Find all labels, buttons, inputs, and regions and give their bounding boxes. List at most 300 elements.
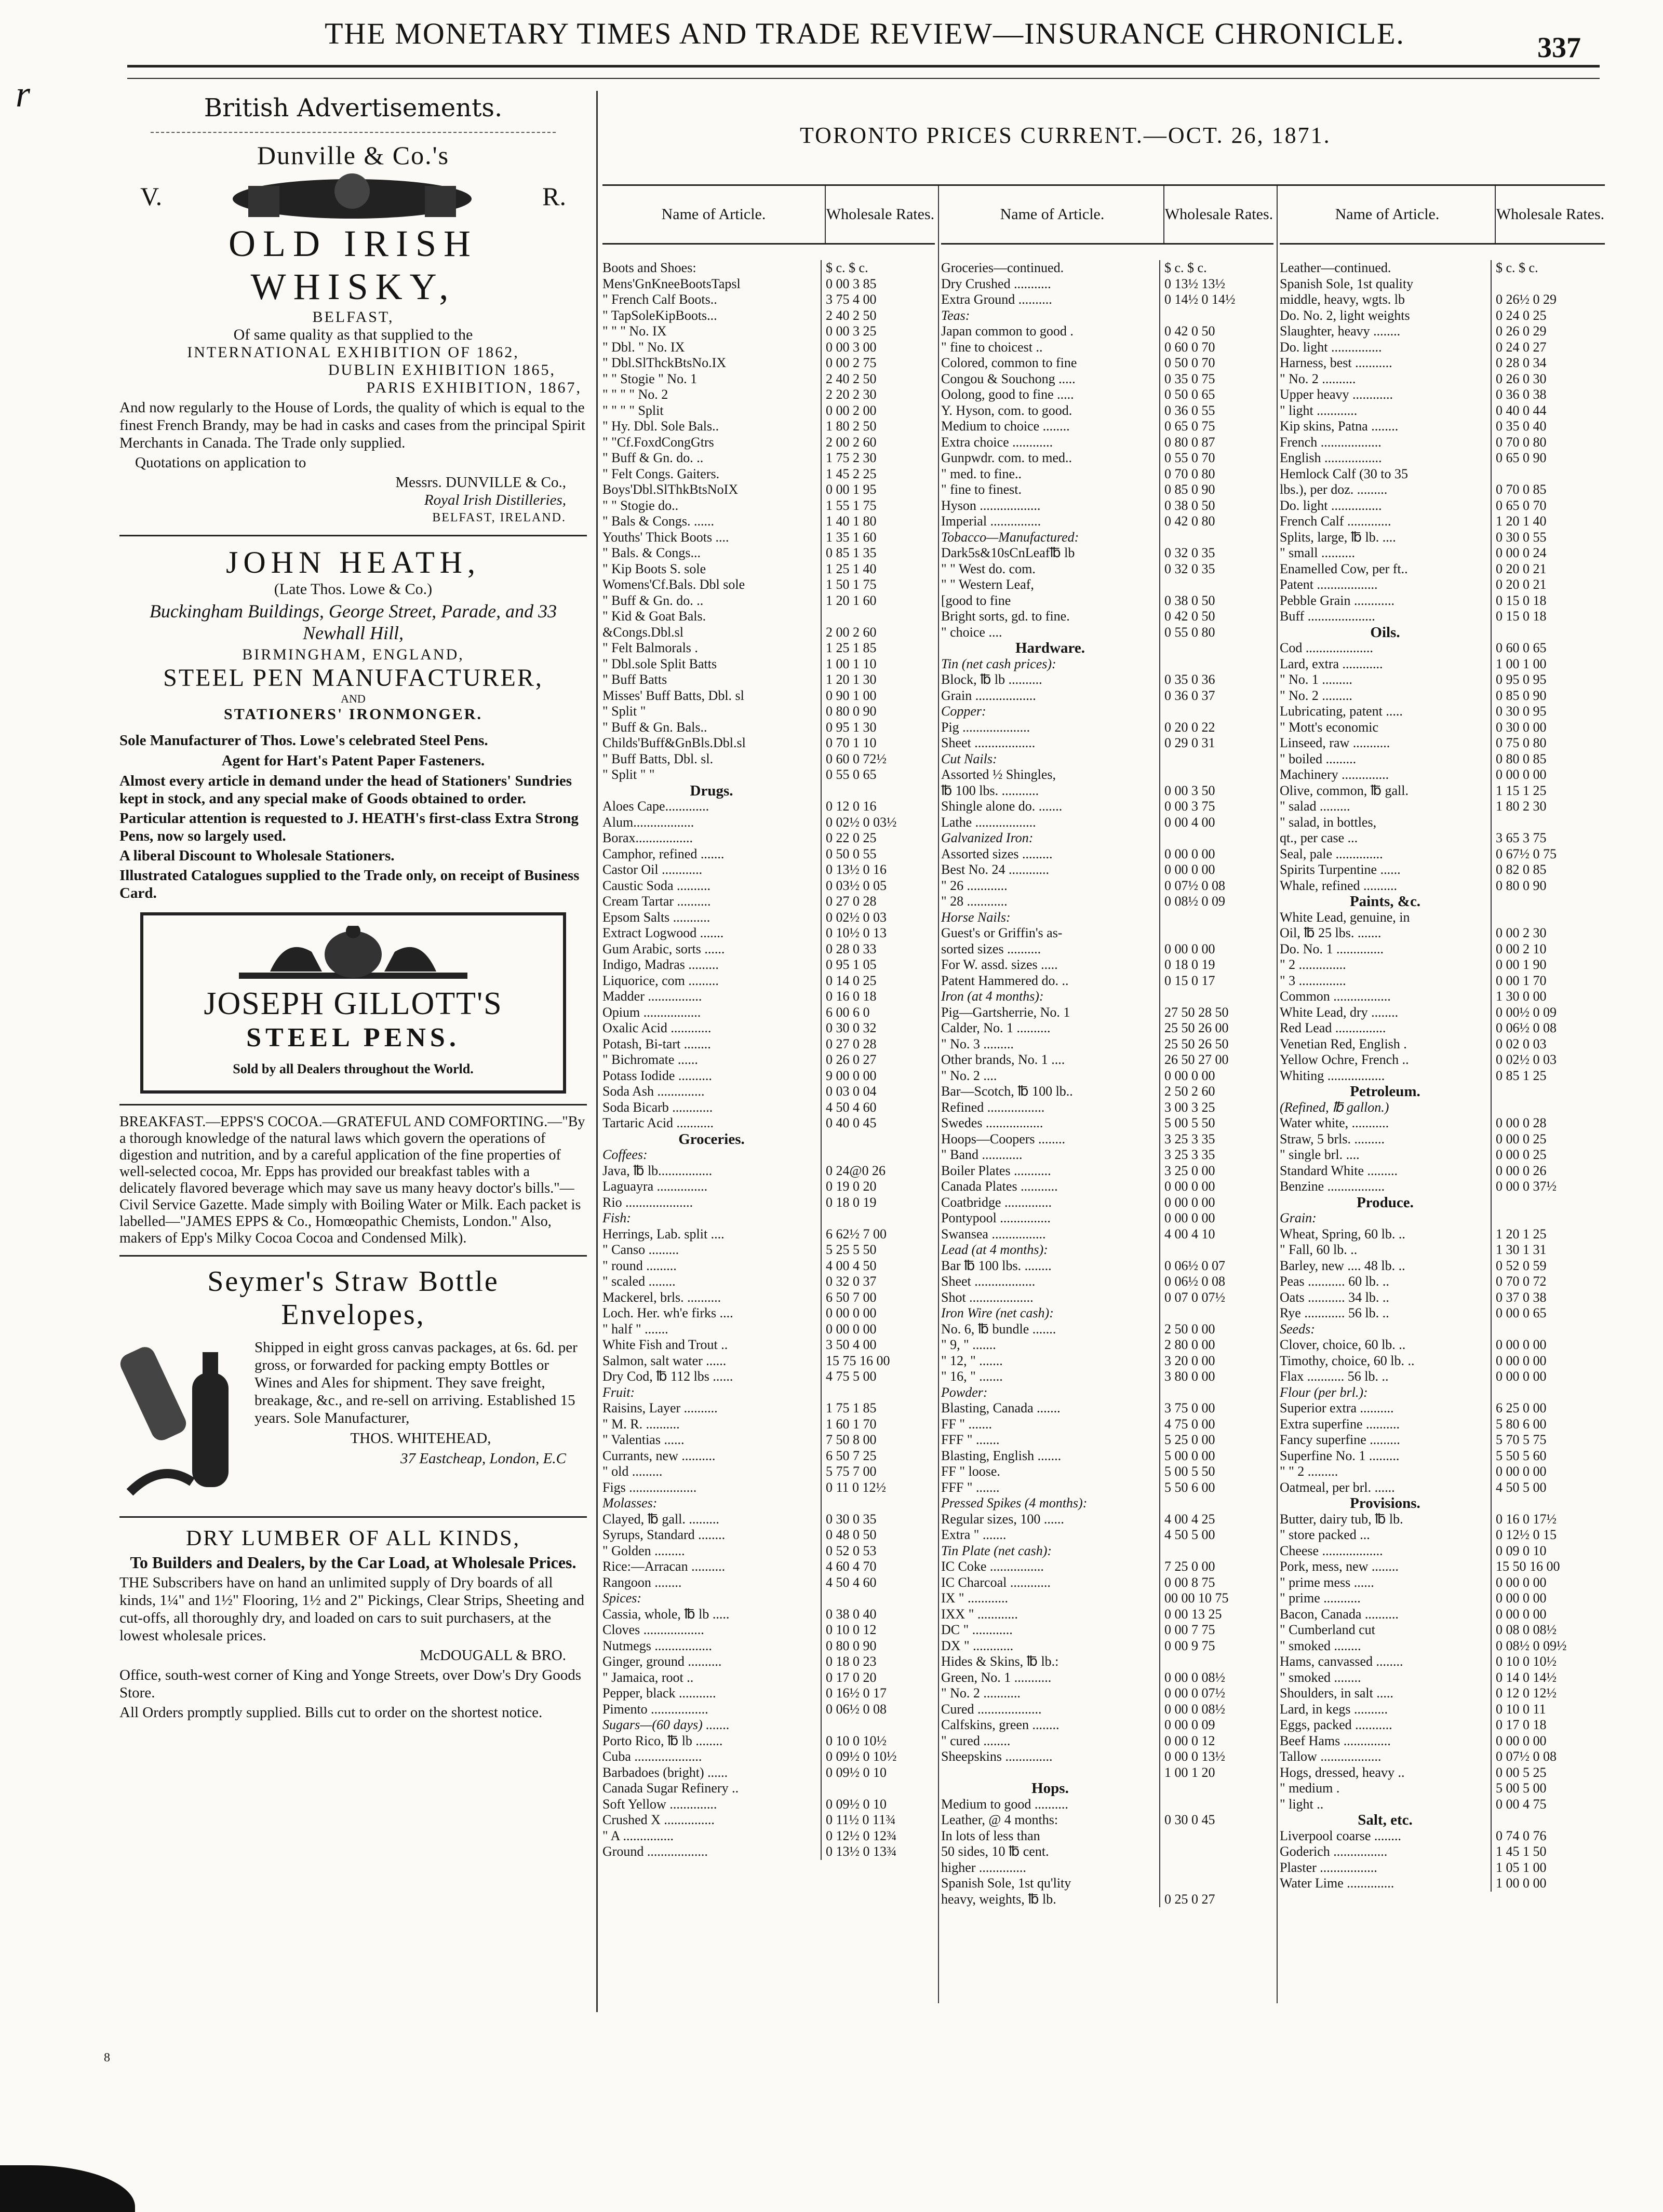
wholesale-rate: 0 00 0 00	[1491, 1733, 1605, 1749]
price-row	[941, 1797, 1273, 1813]
wholesale-rate: 2 20 2 30	[821, 387, 935, 403]
column-divider	[596, 91, 598, 2012]
wholesale-rate: 1 20 1 60	[821, 593, 935, 609]
straw-bottle-icon	[119, 1337, 244, 1508]
article-name: Timothy, choice, 60 lb. ..	[1280, 1353, 1415, 1368]
price-row	[941, 1702, 1273, 1718]
wholesale-rate	[1491, 1495, 1605, 1512]
price-row	[602, 1385, 935, 1401]
price-row	[1280, 1068, 1605, 1084]
price-row	[602, 1812, 935, 1828]
wholesale-rate: 0 26 0 29	[1491, 323, 1605, 340]
wholesale-rate	[1491, 1084, 1605, 1100]
price-row	[941, 783, 1273, 799]
article-name: Youths' Thick Boots ....	[602, 529, 729, 545]
wholesale-rate: 0 00 9 75	[1159, 1638, 1273, 1654]
article-name: Wheat, Spring, 60 lb. ..	[1280, 1226, 1405, 1242]
price-row	[941, 1337, 1273, 1353]
article-name: Superior extra ..........	[1280, 1400, 1394, 1415]
price-row	[941, 482, 1273, 498]
price-row	[941, 1100, 1273, 1116]
wholesale-rate: 1 80 2 50	[821, 419, 935, 435]
wholesale-rate: 1 55 1 75	[821, 498, 935, 514]
price-row	[602, 799, 935, 815]
price-row	[1280, 403, 1605, 419]
wholesale-rate	[1159, 989, 1273, 1005]
wholesale-rate	[1491, 1195, 1605, 1211]
price-row	[602, 910, 935, 926]
wholesale-rate: 0 00 0 26	[1491, 1163, 1605, 1179]
wholesale-rate: 1 05 1 00	[1491, 1860, 1605, 1876]
article-name: Hoops—Coopers ........	[941, 1131, 1066, 1147]
wholesale-rate: 5 00 5 50	[1159, 1464, 1273, 1480]
article-name: Madder ................	[602, 989, 702, 1004]
wholesale-rate: 0 16½ 0 17	[821, 1685, 935, 1702]
price-row	[602, 1163, 935, 1179]
article-name: Camphor, refined .......	[602, 846, 725, 861]
article-name: Lard, extra ............	[1280, 656, 1383, 671]
price-row	[941, 308, 1273, 324]
article-name: Green, No. 1 ...........	[941, 1669, 1052, 1685]
price-row	[941, 1226, 1273, 1243]
article-name: Clayed, ℔ gall. .........	[602, 1511, 719, 1527]
wholesale-rate: 0 13½ 0 16	[821, 862, 935, 878]
article-name: Pimento .................	[602, 1701, 708, 1717]
price-row	[941, 957, 1273, 973]
article-name: Imperial ...............	[941, 514, 1041, 529]
wholesale-rate: 0 10 0 12	[821, 1622, 935, 1638]
article-name: Rangoon ........	[602, 1574, 682, 1590]
price-row	[602, 894, 935, 910]
price-row	[1280, 1369, 1605, 1385]
article-name: " Valentias ......	[602, 1432, 685, 1447]
wholesale-rate: 0 42 0 50	[1159, 609, 1273, 625]
article-name: Cuba ....................	[602, 1749, 702, 1764]
wholesale-rate: 0 26½ 0 29	[1491, 292, 1605, 308]
article-name: " " " " Split	[602, 402, 664, 418]
price-row	[941, 878, 1273, 894]
price-row	[602, 577, 935, 593]
wholesale-rate: 0 70 0 80	[1159, 466, 1273, 482]
price-row	[1280, 1258, 1605, 1274]
prices-column-2	[941, 186, 1273, 2003]
article-name: Rye ............ 56 lb. ..	[1280, 1305, 1389, 1320]
article-name: Barbadoes (bright) ......	[602, 1764, 728, 1780]
price-row	[941, 371, 1273, 387]
price-row	[1280, 498, 1605, 514]
wholesale-rate: 0 36 0 37	[1159, 688, 1273, 704]
dunville-sig2: Royal Irish Distilleries,	[424, 492, 566, 508]
price-row	[1280, 609, 1605, 625]
ad-divider	[119, 1255, 587, 1257]
article-name: Japan common to good .	[941, 323, 1074, 339]
table-divider	[938, 186, 939, 2003]
article-name: Paints, &c.	[1349, 894, 1421, 910]
article-name: Castor Oil ............	[602, 862, 703, 877]
price-row	[1280, 1305, 1605, 1321]
article-name: Straw, 5 brls. .........	[1280, 1131, 1385, 1147]
article-name: " Bichromate ......	[602, 1052, 698, 1067]
price-row	[602, 561, 935, 577]
article-name: Pig ....................	[941, 719, 1030, 735]
price-row	[941, 514, 1273, 530]
price-row	[602, 1036, 935, 1053]
wholesale-rate: 3 75 4 00	[821, 292, 935, 308]
wholesale-rate: 0 00 0 07½	[1159, 1685, 1273, 1702]
article-name: Pebble Grain ............	[1280, 592, 1394, 608]
price-row	[602, 308, 935, 324]
wholesale-rate: 2 50 0 00	[1159, 1321, 1273, 1338]
price-row	[941, 1749, 1273, 1765]
wholesale-rate: 0 17 0 20	[821, 1670, 935, 1686]
price-row	[1280, 846, 1605, 862]
wholesale-rate: 3 25 3 35	[1159, 1147, 1273, 1163]
wholesale-rate: 0 08 0 08½	[1491, 1622, 1605, 1638]
lumber-body: THE Subscribers have on hand an unlimited supply of Dry boards of all kinds, 1¼" and 1½" Flooring, 1½ and 2" Pickings, Clear Strips, Sheeting and cut-offs, all thoroughly dry, and loaded on cars to suit purchasers, at the lowest wholesale prices.	[119, 1574, 584, 1644]
article-name: " cured ........	[941, 1733, 1011, 1748]
wholesale-rate: 0 00 1 90	[1491, 957, 1605, 973]
article-name: " " Stogie do..	[602, 497, 679, 513]
article-name: Hides & Skins, ℔ lb.:	[941, 1654, 1059, 1669]
wholesale-rate: 5 50 6 00	[1159, 1480, 1273, 1496]
price-row	[1280, 1654, 1605, 1670]
article-name: Assorted sizes .........	[941, 846, 1053, 861]
wholesale-rate: 0 00 4 75	[1491, 1797, 1605, 1813]
article-name: Assorted ½ Shingles,	[941, 767, 1056, 782]
article-name: Colored, common to fine	[941, 355, 1077, 370]
wholesale-rate: 0 00 3 25	[821, 323, 935, 340]
article-name: " Kid & Goat Bals.	[602, 609, 706, 624]
wholesale-rate: 2 00 2 60	[821, 625, 935, 641]
price-row	[602, 482, 935, 498]
wholesale-rate	[1159, 1844, 1273, 1860]
price-row	[1280, 799, 1605, 815]
price-row	[941, 1448, 1273, 1464]
article-name: " " Western Leaf,	[941, 577, 1034, 592]
wholesale-rate: 0 00 0 00	[1159, 1068, 1273, 1084]
lumber-sub: To Builders and Dealers, by the Car Load, at Wholesale Prices.	[130, 1553, 576, 1572]
wholesale-rate: 0 32 0 35	[1159, 561, 1273, 577]
price-row	[1280, 1242, 1605, 1258]
article-name: Congou & Souchong .....	[941, 371, 1076, 386]
price-row	[1280, 1575, 1605, 1591]
article-name: Do. No. 1 ..............	[1280, 941, 1384, 956]
wholesale-rate: 3 50 4 00	[821, 1337, 935, 1353]
wholesale-rate	[1491, 1385, 1605, 1401]
price-row	[602, 1844, 935, 1860]
wholesale-rate: 0 52 0 59	[1491, 1258, 1605, 1274]
article-name: " Cumberland cut	[1280, 1622, 1375, 1637]
price-row	[602, 1765, 935, 1781]
price-row	[602, 403, 935, 419]
price-row	[941, 1575, 1273, 1591]
price-row	[1280, 1464, 1605, 1480]
article-name: " Fall, 60 lb. ..	[1280, 1242, 1358, 1257]
wholesale-rate: 0 48 0 50	[821, 1527, 935, 1543]
article-name: Galvanized Iron:	[941, 830, 1034, 845]
article-name: Water Lime ..............	[1280, 1876, 1394, 1891]
price-row	[602, 1305, 935, 1321]
article-name: IC Coke ................	[941, 1559, 1044, 1574]
price-row	[1280, 957, 1605, 973]
price-row	[941, 767, 1273, 783]
lumber-orders: All Orders promptly supplied. Bills cut to order on the shortest notice.	[119, 1704, 543, 1721]
wholesale-rate: 1 30 0 00	[1491, 989, 1605, 1005]
wholesale-rate: 7 25 0 00	[1159, 1559, 1273, 1575]
price-row	[1280, 767, 1605, 783]
wholesale-rate: 0 38 0 50	[1159, 593, 1273, 609]
price-row	[1280, 1670, 1605, 1686]
price-row	[1280, 656, 1605, 672]
article-name: White Lead, dry ........	[1280, 1004, 1399, 1020]
article-name: " 3 ..............	[1280, 973, 1346, 988]
article-name: Standard White .........	[1280, 1163, 1398, 1178]
article-name: " No. 3 .........	[941, 1036, 1014, 1051]
price-row	[941, 323, 1273, 340]
article-name: Nutmegs .................	[602, 1638, 712, 1653]
article-name: FFF " .......	[941, 1479, 1000, 1495]
price-row	[1280, 1337, 1605, 1353]
article-name: Cloves ..................	[602, 1622, 704, 1637]
price-row	[602, 1702, 935, 1718]
wholesale-rate	[1159, 751, 1273, 767]
wholesale-rate: 0 00 0 00	[1491, 1575, 1605, 1591]
price-row	[602, 1052, 935, 1068]
article-name: " salad, in bottles,	[1280, 814, 1377, 830]
wholesale-rate: 0 19 0 20	[821, 1179, 935, 1195]
price-row	[1280, 1052, 1605, 1068]
price-row	[602, 1607, 935, 1623]
wholesale-rate: 0 06½ 0 08	[1159, 1274, 1273, 1290]
wholesale-rate	[1159, 704, 1273, 720]
article-name: Extra choice ............	[941, 434, 1053, 450]
wholesale-rate: 1 25 1 40	[821, 561, 935, 577]
wholesale-rate: 0 80 0 87	[1159, 435, 1273, 451]
wholesale-rate: 0 09½ 0 10	[821, 1797, 935, 1813]
price-row	[941, 340, 1273, 356]
article-name: Ginger, ground ..........	[602, 1654, 722, 1669]
price-row	[941, 1495, 1273, 1512]
footer-mark: 8	[104, 2051, 110, 2065]
wholesale-rate: 0 14 0 14½	[1491, 1670, 1605, 1686]
article-name: Do. light ...............	[1280, 497, 1382, 513]
price-row	[941, 989, 1273, 1005]
price-row	[1280, 530, 1605, 546]
wholesale-rate: 1 30 1 31	[1491, 1242, 1605, 1258]
price-row	[1280, 371, 1605, 387]
dunville-quote: Quotations on application to	[135, 454, 306, 471]
article-name: Boys'Dbl.SlThkBtsNoIX	[602, 482, 739, 497]
article-name: Loch. Her. wh'e firks ....	[602, 1305, 733, 1320]
gillott-product: STEEL PENS.	[246, 1023, 460, 1053]
price-row	[941, 799, 1273, 815]
price-row	[602, 640, 935, 656]
article-name: Seal, pale ..............	[1280, 846, 1383, 861]
price-row	[1280, 1163, 1605, 1179]
price-row	[1280, 830, 1605, 846]
price-row	[1280, 1765, 1605, 1781]
price-row	[602, 1195, 935, 1211]
article-name: " " West do. com.	[941, 561, 1036, 576]
article-name: Clover, choice, 60 lb. ..	[1280, 1337, 1406, 1352]
lumber-sig: McDOUGALL & BRO.	[420, 1647, 566, 1664]
price-row	[602, 815, 935, 831]
price-row	[1280, 1195, 1605, 1211]
wholesale-rate: 0 07½ 0 08	[1491, 1749, 1605, 1765]
wholesale-rate: 0 30 0 35	[821, 1512, 935, 1528]
article-name: Cream Tartar ..........	[602, 894, 711, 909]
article-name: Sugars—(60 days) .......	[602, 1717, 730, 1732]
price-row	[602, 1290, 935, 1306]
price-row	[602, 593, 935, 609]
article-name: Rio ....................	[602, 1194, 693, 1210]
wholesale-rate: 0 00 0 00	[1491, 1353, 1605, 1369]
price-row	[941, 1084, 1273, 1100]
price-row	[602, 1670, 935, 1686]
price-row	[941, 1543, 1273, 1559]
name-header: Name of Article.	[1000, 206, 1105, 223]
price-row	[1280, 862, 1605, 878]
article-name: Flour (per brl.):	[1280, 1384, 1368, 1400]
price-row	[941, 1258, 1273, 1274]
article-name: " small ..........	[1280, 545, 1355, 560]
wholesale-rate: $ c. $ c.	[1491, 260, 1605, 276]
price-row	[941, 720, 1273, 736]
price-row	[941, 815, 1273, 831]
article-name: Produce.	[1357, 1194, 1414, 1210]
article-name: " old .........	[602, 1464, 663, 1479]
price-row	[602, 1242, 935, 1258]
price-row	[602, 609, 935, 625]
article-name: Misses' Buff Batts, Dbl. sl	[602, 687, 744, 703]
dunville-line1: Of same quality as that supplied to the	[233, 326, 473, 343]
wholesale-rate	[1159, 1797, 1273, 1813]
price-row	[1280, 482, 1605, 498]
price-row	[1280, 688, 1605, 704]
article-name: " 16, " .......	[941, 1369, 1003, 1384]
price-row	[1280, 1131, 1605, 1148]
page-number: 337	[1537, 32, 1581, 64]
wholesale-rate	[821, 1210, 935, 1226]
price-row	[602, 1417, 935, 1433]
wholesale-rate: 0 37 0 38	[1491, 1290, 1605, 1306]
price-row	[1280, 1115, 1605, 1131]
article-name: Tobacco—Manufactured:	[941, 529, 1079, 545]
price-row	[602, 1828, 935, 1844]
article-name: " Felt Congs. Gaiters.	[602, 466, 720, 481]
article-name: Flax ........... 56 lb. ..	[1280, 1369, 1389, 1384]
article-name: Provisions.	[1350, 1495, 1420, 1512]
wholesale-rate: 0 18 0 19	[821, 1195, 935, 1211]
wholesale-rate: 0 12½ 0 12¾	[821, 1828, 935, 1844]
price-row	[1280, 1036, 1605, 1053]
article-name: Do. light ...............	[1280, 339, 1382, 355]
article-name: Rice:—Arracan ..........	[602, 1559, 726, 1574]
price-row	[941, 355, 1273, 371]
price-row	[602, 1527, 935, 1543]
wholesale-rate: 0 00 0 24	[1491, 545, 1605, 561]
price-row	[1280, 1527, 1605, 1543]
article-name: Herrings, Lab. split ....	[602, 1226, 725, 1242]
wholesale-rate: 5 00 5 50	[1159, 1115, 1273, 1131]
article-name: Spirits Turpentine ......	[1280, 862, 1401, 877]
price-row	[602, 720, 935, 736]
wholesale-rate: 0 10 0 10½	[1491, 1654, 1605, 1670]
price-row	[602, 1495, 935, 1512]
price-row	[941, 672, 1273, 688]
article-name: Sheet ..................	[941, 735, 1036, 750]
price-row	[602, 1400, 935, 1417]
price-row	[602, 941, 935, 957]
article-name: 50 sides, 10 ℔ cent.	[941, 1844, 1049, 1859]
price-row	[602, 340, 935, 356]
price-row	[941, 260, 1273, 276]
price-row	[602, 260, 935, 276]
wholesale-rate	[1491, 1812, 1605, 1828]
wholesale-rate	[1159, 530, 1273, 546]
article-name: Pontypool ...............	[941, 1210, 1051, 1225]
wholesale-rate: 2 80 0 00	[1159, 1337, 1273, 1353]
price-row	[1280, 1432, 1605, 1448]
wholesale-rate: 9 00 0 00	[821, 1068, 935, 1084]
price-row	[602, 435, 935, 451]
wholesale-rate: 0 80 0 90	[821, 1638, 935, 1654]
wholesale-rate: 0 08½ 0 09	[1159, 894, 1273, 910]
article-name: Cured ...................	[941, 1701, 1042, 1717]
article-name: Porto Rico, ℔ lb ........	[602, 1733, 723, 1748]
wholesale-rate: 0 60 0 65	[1491, 640, 1605, 656]
wholesale-rate: 26 50 27 00	[1159, 1052, 1273, 1068]
wholesale-rate: 5 25 5 50	[821, 1242, 935, 1258]
wholesale-rate: 0 28 0 34	[1491, 355, 1605, 371]
price-row	[602, 1321, 935, 1338]
wholesale-rate: 0 52 0 53	[821, 1543, 935, 1559]
wholesale-rate: 0 00 1 95	[821, 482, 935, 498]
article-name: White Fish and Trout ..	[602, 1337, 728, 1352]
wholesale-rate: 0 36 0 38	[1491, 387, 1605, 403]
article-name: Copper:	[941, 704, 986, 719]
name-header: Name of Article.	[1335, 206, 1440, 223]
wholesale-rate: 4 50 5 00	[1491, 1480, 1605, 1496]
wholesale-rate	[1491, 1321, 1605, 1338]
wholesale-rate: 0 07½ 0 08	[1159, 878, 1273, 894]
wholesale-rate: 3 75 0 00	[1159, 1400, 1273, 1417]
price-row	[602, 1226, 935, 1243]
seymer-ad	[119, 1265, 587, 1508]
article-name: Canada Sugar Refinery ..	[602, 1781, 739, 1796]
price-row	[1280, 1860, 1605, 1876]
wholesale-rate: 0 00 0 13½	[1159, 1749, 1273, 1765]
prices-title: TORONTO PRICES CURRENT.—OCT. 26, 1871.	[800, 123, 1331, 148]
article-name: Machinery ..............	[1280, 767, 1389, 782]
article-name: Groceries.	[678, 1131, 745, 1147]
wholesale-rate: 0 30 0 32	[821, 1020, 935, 1036]
wholesale-rate: 0 03 0 04	[821, 1084, 935, 1100]
article-name: " choice ....	[941, 624, 1002, 640]
article-name: Blasting, English .......	[941, 1448, 1062, 1463]
price-row	[1280, 1638, 1605, 1654]
wholesale-rate: 1 75 2 30	[821, 450, 935, 466]
article-name: Spices:	[602, 1590, 642, 1606]
article-name: Canada Plates ...........	[941, 1179, 1058, 1194]
article-name: " French Calf Boots..	[602, 292, 717, 307]
ad-divider	[119, 1104, 587, 1105]
article-name: Indigo, Madras .........	[602, 957, 719, 972]
article-name: French Calf .............	[1280, 514, 1391, 529]
price-row	[602, 625, 935, 641]
article-name: Oats ........... 34 lb. ..	[1280, 1289, 1389, 1305]
wholesale-rate: 6 00 6 0	[821, 1005, 935, 1021]
